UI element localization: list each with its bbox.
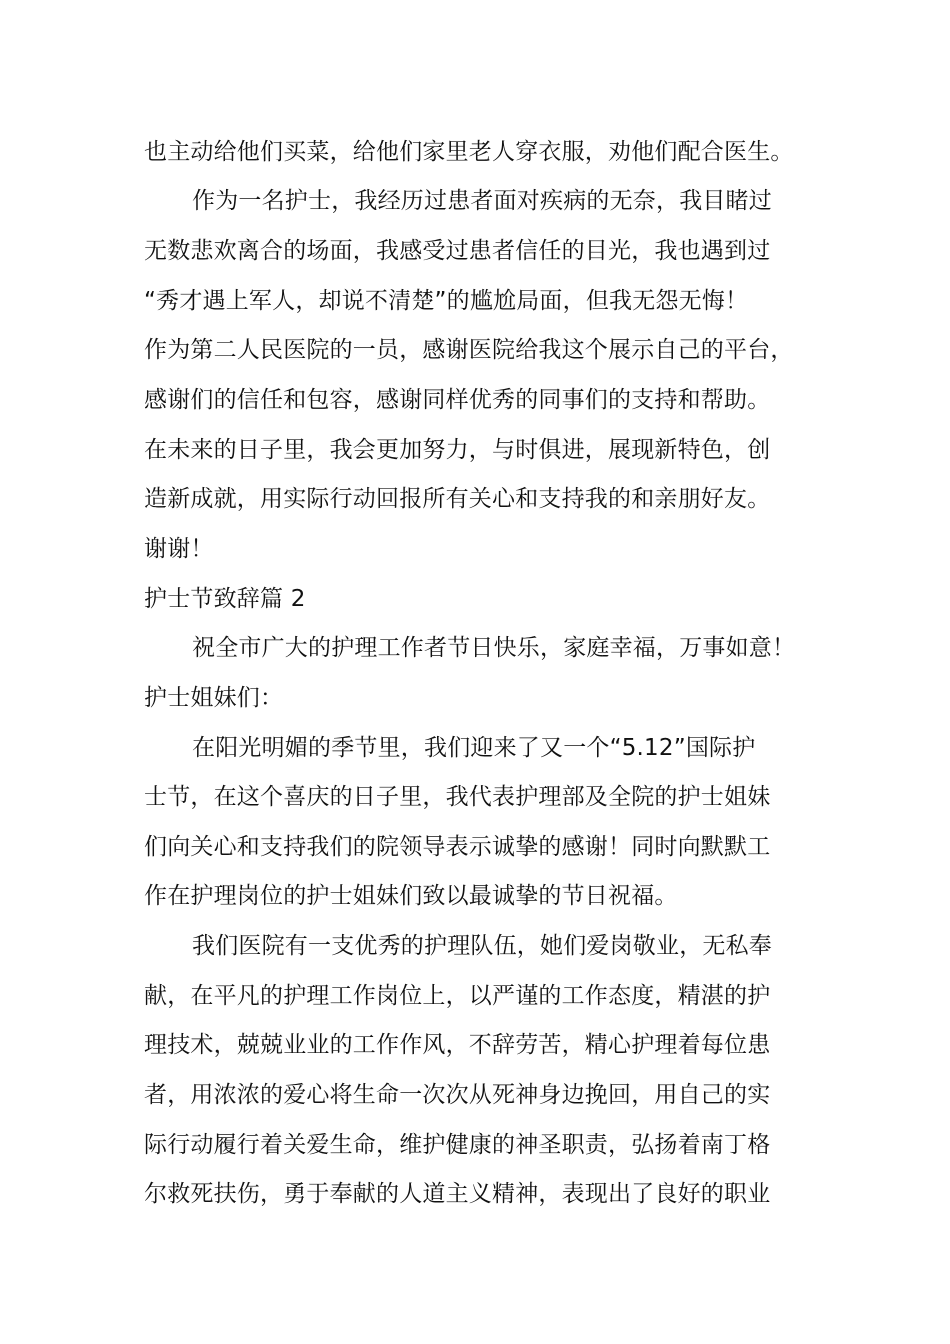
text-line: 谢谢！: [144, 536, 214, 562]
text-line: 感谢们的信任和包容，感谢同样优秀的同事们的支持和帮助。: [144, 387, 771, 413]
text-line: 在未来的日子里，我会更加努力，与时俱进，展现新特色，创: [144, 437, 771, 463]
text-line: 献，在平凡的护理工作岗位上，以严谨的工作态度，精湛的护: [144, 983, 771, 1009]
section-heading: 护士节致辞篇 2: [144, 586, 306, 612]
text-line: 也主动给他们买菜，给他们家里老人穿衣服，劝他们配合医生。: [144, 139, 794, 165]
text-line: 际行动履行着关爱生命，维护健康的神圣职责，弘扬着南丁格: [144, 1132, 771, 1158]
text-line: 们向关心和支持我们的院领导表示诚挚的感谢！同时向默默工: [144, 834, 771, 860]
text-line: 护士姐妹们：: [144, 685, 284, 711]
text-line: 士节，在这个喜庆的日子里，我代表护理部及全院的护士姐妹: [144, 784, 771, 810]
text-line: “秀才遇上军人，却说不清楚”的尴尬局面，但我无怨无悔！: [144, 288, 749, 314]
text-line: 无数悲欢离合的场面，我感受过患者信任的目光，我也遇到过: [144, 238, 771, 264]
paragraph-line: 祝全市广大的护理工作者节日快乐，家庭幸福，万事如意！: [192, 635, 796, 661]
paragraph-line: 作为一名护士，我经历过患者面对疾病的无奈，我目睹过: [192, 188, 772, 214]
paragraph-line: 我们医院有一支优秀的护理队伍，她们爱岗敬业，无私奉: [192, 933, 772, 959]
text-line: 作为第二人民医院的一员，感谢医院给我这个展示自己的平台，: [144, 337, 794, 363]
text-line: 者，用浓浓的爱心将生命一次次从死神身边挽回，用自己的实: [144, 1082, 771, 1108]
paragraph-line: 在阳光明媚的季节里，我们迎来了又一个“5.12”国际护: [192, 735, 756, 761]
text-line: 尔救死扶伤，勇于奉献的人道主义精神，表现出了良好的职业: [144, 1181, 771, 1207]
text-line: 造新成就，用实际行动回报所有关心和支持我的和亲朋好友。: [144, 486, 771, 512]
text-line: 作在护理岗位的护士姐妹们致以最诚挚的节日祝福。: [144, 883, 678, 909]
text-line: 理技术，兢兢业业的工作作风，不辞劳苦，精心护理着每位患: [144, 1032, 771, 1058]
